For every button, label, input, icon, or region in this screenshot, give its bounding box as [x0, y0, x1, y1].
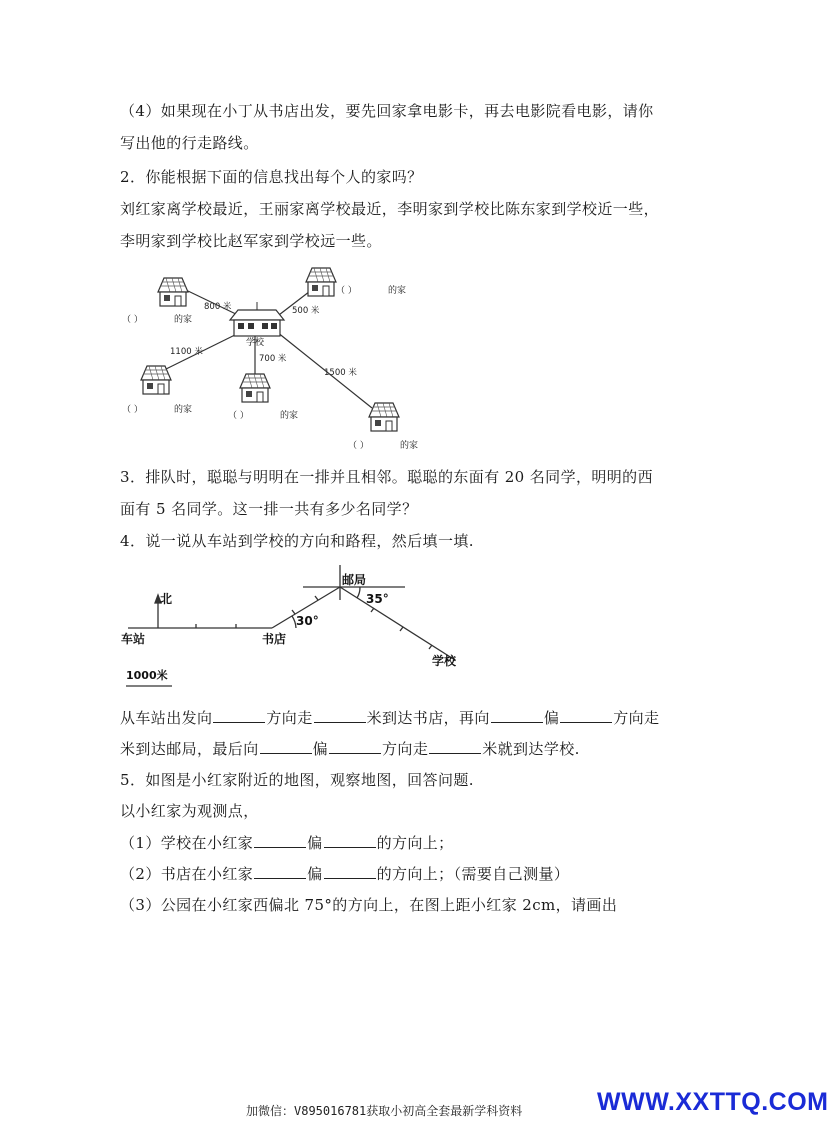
q4-text: 方向走 [382, 740, 429, 758]
home-paren: （ ） [122, 315, 143, 325]
q4-text: 偏 [312, 740, 329, 758]
q4-title: 4．说一说从车站到学校的方向和路程，然后填一填. [120, 532, 474, 550]
distance-label: 700 米 [259, 354, 287, 364]
q4-text: 方向走 [613, 709, 660, 727]
station-label: 车站 [121, 632, 146, 646]
answer-blank[interactable] [429, 739, 481, 754]
q5-text: 的方向上； [376, 834, 454, 852]
footer-brand[interactable]: WWW.XXTTQ.COM [597, 1088, 828, 1116]
q5-text: 偏 [307, 834, 323, 852]
q2-line1: 刘红家离学校最近，王丽家离学校最近，李明家到学校比陈东家到学校近一些， [120, 200, 660, 218]
house-icon [369, 403, 399, 431]
q3-line2: 面有 5 名同学。这一排一共有多少名同学？ [120, 500, 418, 518]
footer-note: 加微信：V895016781获取小初高全套最新学科资料 [246, 1104, 523, 1118]
answer-blank[interactable] [314, 708, 366, 723]
q2-line2: 李明家到学校比赵军家到学校远一些。 [120, 232, 382, 250]
answer-blank[interactable] [254, 864, 306, 879]
school-label: 学校 [246, 338, 265, 348]
distance-label: 500 米 [292, 306, 320, 316]
q4-fill-line1 [120, 707, 659, 728]
q4-text: 米到达邮局，最后向 [120, 740, 259, 758]
home-paren: （ ） [348, 441, 369, 451]
answer-blank[interactable] [560, 708, 612, 723]
q5-text: （1）学校在小红家 [120, 834, 254, 852]
scale-label: 1000米 [126, 669, 168, 682]
post-office-label: 邮局 [342, 573, 367, 587]
school-label: 学校 [432, 654, 457, 668]
q5-text: 的方向上；（需要自己测量） [376, 865, 570, 883]
home-label: 的家 [174, 405, 193, 415]
answer-blank[interactable] [254, 833, 306, 848]
angle-30-label: 30° [296, 614, 319, 628]
q4-fill-line2 [120, 738, 580, 759]
q4-text: 米就到达学校. [482, 740, 580, 758]
bookstore-label: 书店 [262, 632, 287, 646]
q4-text: 从车站出发向 [120, 709, 213, 727]
answer-blank[interactable] [491, 708, 543, 723]
q4-text: 偏 [543, 709, 560, 727]
north-label: 北 [160, 592, 173, 606]
house-icon [306, 268, 336, 296]
q5-intro: 以小红家为观测点， [120, 802, 259, 820]
route-diagram [0, 555, 794, 695]
q3-line1: 3．排队时，聪聪与明明在一排并且相邻。聪聪的东面有 20 名同学，明明的西 [120, 468, 653, 486]
q5-text: （2）书店在小红家 [120, 865, 254, 883]
q1-4-line1: （4）如果现在小丁从书店出发，要先回家拿电影卡，再去电影院看电影，请你 [120, 102, 654, 120]
home-paren: （ ） [336, 286, 357, 296]
q5-title: 5．如图是小红家附近的地图，观察地图，回答问题. [120, 771, 474, 789]
answer-blank[interactable] [329, 739, 381, 754]
house-distance-diagram [0, 258, 794, 458]
q1-4-line2: 写出他的行走路线。 [120, 134, 259, 152]
home-label: 的家 [174, 315, 193, 325]
distance-label: 1500 米 [324, 368, 357, 378]
home-label: 的家 [388, 286, 407, 296]
school-building [230, 302, 284, 336]
distance-label: 800 米 [204, 302, 232, 312]
angle-35-label: 35° [366, 592, 389, 606]
q4-text: 方向走 [266, 709, 313, 727]
home-paren: （ ） [228, 411, 249, 421]
home-paren: （ ） [122, 405, 143, 415]
answer-blank[interactable] [324, 864, 376, 879]
answer-blank[interactable] [324, 833, 376, 848]
house-icon [240, 374, 270, 402]
q2-title: 2．你能根据下面的信息找出每个人的家吗？ [120, 168, 423, 186]
q4-text: 米到达书店，再向 [366, 709, 490, 727]
home-label: 的家 [400, 441, 419, 451]
q5-sub2 [120, 863, 569, 884]
distance-label: 1100 米 [170, 347, 203, 357]
home-label: 的家 [280, 411, 299, 421]
house-icon [141, 366, 171, 394]
answer-blank[interactable] [260, 739, 312, 754]
house-icon [158, 278, 188, 306]
q5-text: 偏 [307, 865, 323, 883]
answer-blank[interactable] [213, 708, 265, 723]
q5-sub3: （3）公园在小红家西偏北 75°的方向上，在图上距小红家 2cm，请画出 [120, 896, 618, 914]
q5-sub1 [120, 832, 454, 853]
